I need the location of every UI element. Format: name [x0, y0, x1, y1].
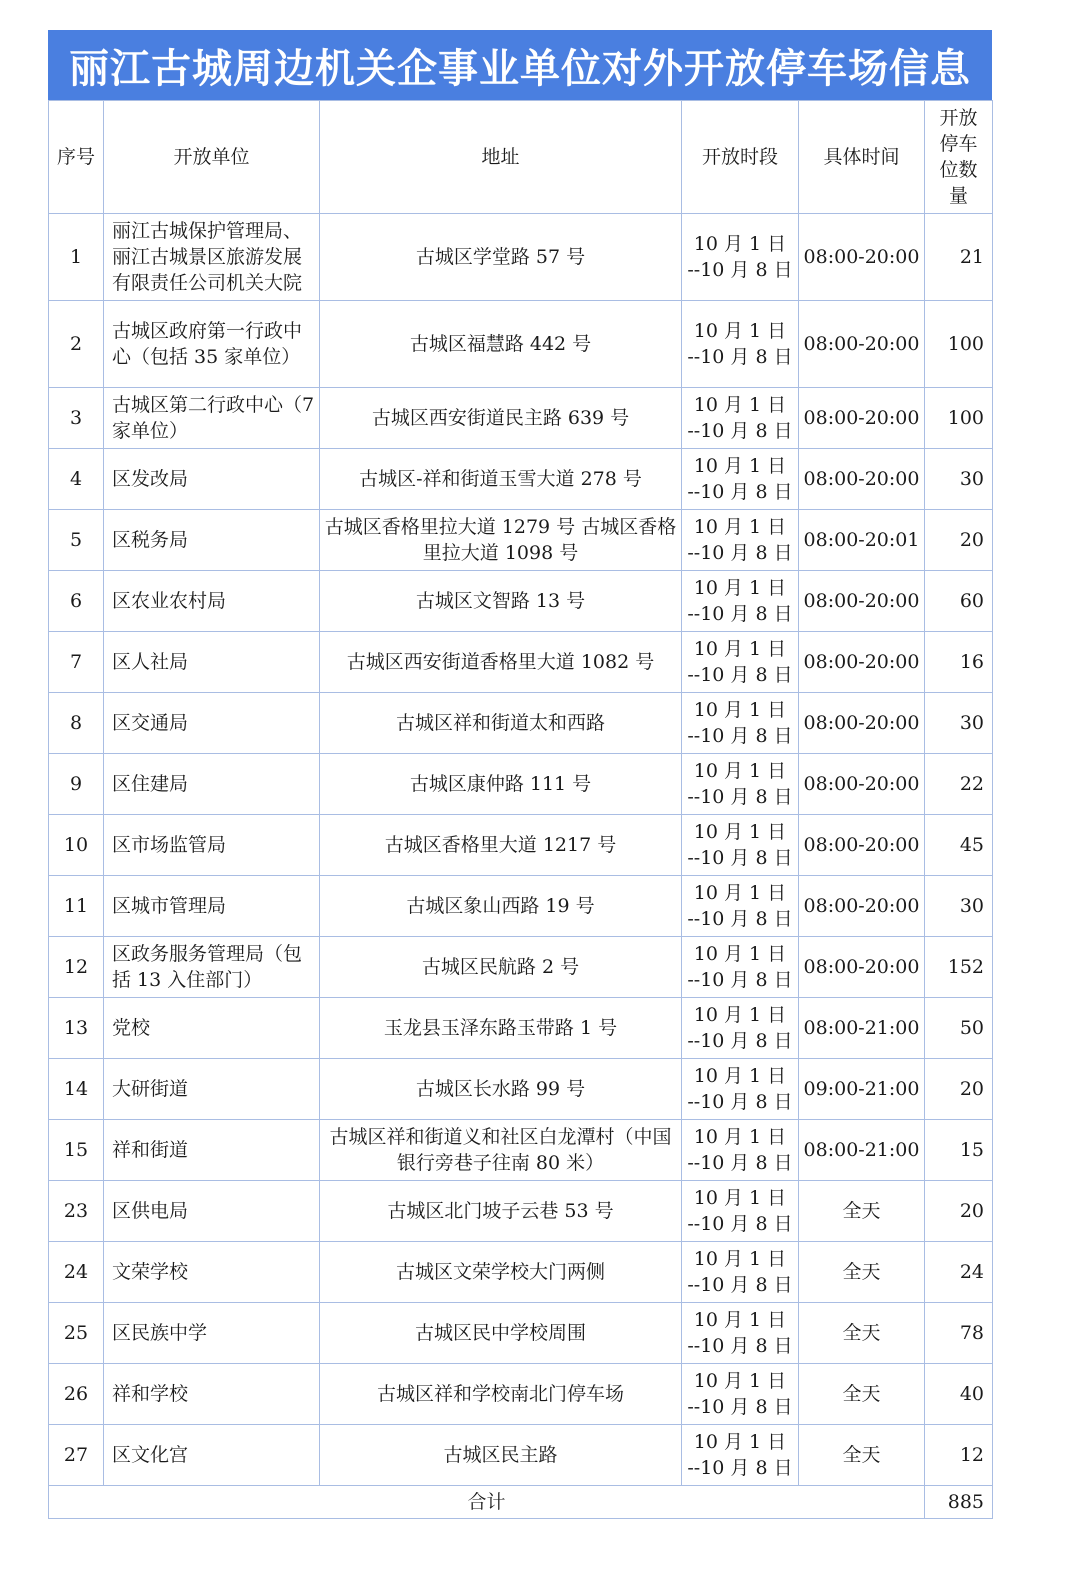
table-row: [49, 1120, 993, 1181]
table-row: [49, 388, 993, 449]
row-address: 古城区香格里大道 1217 号: [320, 815, 682, 876]
row-unit: 古城区第二行政中心（7 家单位）: [104, 388, 320, 449]
row-index: 13: [49, 998, 104, 1059]
row-index: 11: [49, 876, 104, 937]
row-count: 50: [925, 998, 993, 1059]
period-end: --10 月 8 日: [687, 847, 793, 869]
row-index: 4: [49, 449, 104, 510]
row-count: 100: [925, 301, 993, 388]
row-time: 全天: [799, 1364, 925, 1425]
table-row: [49, 754, 993, 815]
total-row: [49, 1486, 993, 1519]
table-row: [49, 1242, 993, 1303]
table-row: [49, 815, 993, 876]
row-index: 3: [49, 388, 104, 449]
row-count: 30: [925, 449, 993, 510]
period-start: 10 月 1 日: [693, 1065, 787, 1087]
period-start: 10 月 1 日: [693, 1370, 787, 1392]
period-end: --10 月 8 日: [687, 1457, 793, 1479]
row-time: 全天: [799, 1181, 925, 1242]
row-unit: 区文化宫: [104, 1425, 320, 1486]
period-end: --10 月 8 日: [687, 603, 793, 625]
row-period: [682, 693, 799, 754]
period-end: --10 月 8 日: [687, 1091, 793, 1113]
row-time: 08:00-20:01: [799, 510, 925, 571]
row-index: 26: [49, 1364, 104, 1425]
page-title: 丽江古城周边机关企事业单位对外开放停车场信息: [48, 30, 992, 100]
row-count: 40: [925, 1364, 993, 1425]
row-period: [682, 510, 799, 571]
row-period: [682, 815, 799, 876]
period-end: --10 月 8 日: [687, 1030, 793, 1052]
row-index: 12: [49, 937, 104, 998]
row-index: 10: [49, 815, 104, 876]
row-address: 玉龙县玉泽东路玉带路 1 号: [320, 998, 682, 1059]
period-start: 10 月 1 日: [693, 638, 787, 660]
row-address: 古城区西安街道香格里大道 1082 号: [320, 632, 682, 693]
row-index: 15: [49, 1120, 104, 1181]
row-address: 古城区长水路 99 号: [320, 1059, 682, 1120]
row-unit: 区住建局: [104, 754, 320, 815]
row-index: 25: [49, 1303, 104, 1364]
row-address: 古城区象山西路 19 号: [320, 876, 682, 937]
row-index: 23: [49, 1181, 104, 1242]
period-end: --10 月 8 日: [687, 420, 793, 442]
header-unit: 开放单位: [104, 101, 320, 214]
row-count: 30: [925, 876, 993, 937]
row-count: 20: [925, 1181, 993, 1242]
row-time: 全天: [799, 1242, 925, 1303]
period-start: 10 月 1 日: [693, 233, 787, 255]
period-start: 10 月 1 日: [693, 1309, 787, 1331]
period-start: 10 月 1 日: [693, 394, 787, 416]
row-period: [682, 937, 799, 998]
period-end: --10 月 8 日: [687, 725, 793, 747]
parking-info-sheet: [48, 30, 992, 1519]
row-unit: 祥和街道: [104, 1120, 320, 1181]
row-time: 08:00-20:00: [799, 937, 925, 998]
row-count: 24: [925, 1242, 993, 1303]
row-unit: 区交通局: [104, 693, 320, 754]
period-end: --10 月 8 日: [687, 1213, 793, 1235]
table-row: [49, 998, 993, 1059]
row-address: 古城区西安街道民主路 639 号: [320, 388, 682, 449]
period-end: --10 月 8 日: [687, 1335, 793, 1357]
period-end: --10 月 8 日: [687, 786, 793, 808]
row-address: 古城区康仲路 111 号: [320, 754, 682, 815]
row-address: 古城区祥和街道太和西路: [320, 693, 682, 754]
table-row: [49, 693, 993, 754]
row-index: 8: [49, 693, 104, 754]
header-address: 地址: [320, 101, 682, 214]
row-count: 30: [925, 693, 993, 754]
row-unit: 区人社局: [104, 632, 320, 693]
table-row: [49, 1059, 993, 1120]
period-start: 10 月 1 日: [693, 1004, 787, 1026]
period-end: --10 月 8 日: [687, 1274, 793, 1296]
row-unit: 文荣学校: [104, 1242, 320, 1303]
row-time: 08:00-20:00: [799, 571, 925, 632]
row-period: [682, 1303, 799, 1364]
row-time: 08:00-20:00: [799, 301, 925, 388]
table-row: [49, 510, 993, 571]
row-period: [682, 754, 799, 815]
period-start: 10 月 1 日: [693, 882, 787, 904]
table-row: [49, 449, 993, 510]
row-time: 08:00-20:00: [799, 632, 925, 693]
row-time: 08:00-21:00: [799, 998, 925, 1059]
total-label: 合计: [49, 1486, 925, 1519]
table-row: [49, 876, 993, 937]
row-index: 2: [49, 301, 104, 388]
table-header-row: [49, 101, 993, 214]
period-start: 10 月 1 日: [693, 943, 787, 965]
row-address: 古城区学堂路 57 号: [320, 214, 682, 301]
table-row: [49, 937, 993, 998]
period-end: --10 月 8 日: [687, 346, 793, 368]
row-period: [682, 388, 799, 449]
row-address: 古城区民航路 2 号: [320, 937, 682, 998]
period-end: --10 月 8 日: [687, 542, 793, 564]
row-time: 全天: [799, 1303, 925, 1364]
table-row: [49, 632, 993, 693]
row-period: [682, 876, 799, 937]
row-count: 20: [925, 1059, 993, 1120]
row-address: 古城区祥和学校南北门停车场: [320, 1364, 682, 1425]
parking-table: [48, 100, 993, 1519]
period-end: --10 月 8 日: [687, 664, 793, 686]
header-index: 序号: [49, 101, 104, 214]
table-row: [49, 1425, 993, 1486]
period-start: 10 月 1 日: [693, 760, 787, 782]
row-address: 古城区文荣学校大门两侧: [320, 1242, 682, 1303]
period-start: 10 月 1 日: [693, 320, 787, 342]
row-index: 5: [49, 510, 104, 571]
period-start: 10 月 1 日: [693, 455, 787, 477]
total-count: 885: [925, 1486, 993, 1519]
table-row: [49, 214, 993, 301]
row-address: 古城区福慧路 442 号: [320, 301, 682, 388]
row-count: 15: [925, 1120, 993, 1181]
row-unit: 区民族中学: [104, 1303, 320, 1364]
row-time: 08:00-20:00: [799, 876, 925, 937]
row-period: [682, 214, 799, 301]
row-time: 全天: [799, 1425, 925, 1486]
row-index: 27: [49, 1425, 104, 1486]
row-address: 古城区文智路 13 号: [320, 571, 682, 632]
row-period: [682, 1059, 799, 1120]
row-count: 100: [925, 388, 993, 449]
row-address: 古城区北门坡子云巷 53 号: [320, 1181, 682, 1242]
row-index: 6: [49, 571, 104, 632]
row-count: 60: [925, 571, 993, 632]
table-row: [49, 1181, 993, 1242]
period-start: 10 月 1 日: [693, 1248, 787, 1270]
row-period: [682, 632, 799, 693]
row-unit: 区农业农村局: [104, 571, 320, 632]
period-end: --10 月 8 日: [687, 969, 793, 991]
row-unit: 古城区政府第一行政中心（包括 35 家单位）: [104, 301, 320, 388]
row-unit: 区税务局: [104, 510, 320, 571]
row-count: 20: [925, 510, 993, 571]
row-unit: 区发改局: [104, 449, 320, 510]
row-period: [682, 571, 799, 632]
row-period: [682, 449, 799, 510]
row-count: 16: [925, 632, 993, 693]
row-period: [682, 301, 799, 388]
row-period: [682, 1364, 799, 1425]
row-time: 08:00-20:00: [799, 815, 925, 876]
row-time: 08:00-20:00: [799, 754, 925, 815]
row-period: [682, 998, 799, 1059]
period-start: 10 月 1 日: [693, 516, 787, 538]
row-address: 古城区香格里拉大道 1279 号 古城区香格里拉大道 1098 号: [320, 510, 682, 571]
header-count: 开放停车位数量: [925, 101, 993, 214]
period-start: 10 月 1 日: [693, 1126, 787, 1148]
period-end: --10 月 8 日: [687, 481, 793, 503]
row-count: 12: [925, 1425, 993, 1486]
period-start: 10 月 1 日: [693, 1187, 787, 1209]
row-unit: 党校: [104, 998, 320, 1059]
row-time: 09:00-21:00: [799, 1059, 925, 1120]
row-address: 古城区祥和街道义和社区白龙潭村（中国银行旁巷子往南 80 米）: [320, 1120, 682, 1181]
row-time: 08:00-21:00: [799, 1120, 925, 1181]
row-unit: 区城市管理局: [104, 876, 320, 937]
row-time: 08:00-20:00: [799, 214, 925, 301]
row-period: [682, 1242, 799, 1303]
row-count: 22: [925, 754, 993, 815]
period-end: --10 月 8 日: [687, 1396, 793, 1418]
row-count: 152: [925, 937, 993, 998]
period-start: 10 月 1 日: [693, 699, 787, 721]
row-unit: 区市场监管局: [104, 815, 320, 876]
table-row: [49, 571, 993, 632]
row-time: 08:00-20:00: [799, 449, 925, 510]
table-row: [49, 1364, 993, 1425]
header-time: 具体时间: [799, 101, 925, 214]
header-period: 开放时段: [682, 101, 799, 214]
row-index: 9: [49, 754, 104, 815]
row-index: 14: [49, 1059, 104, 1120]
period-end: --10 月 8 日: [687, 908, 793, 930]
row-address: 古城区民中学校周围: [320, 1303, 682, 1364]
period-start: 10 月 1 日: [693, 821, 787, 843]
row-unit: 大研街道: [104, 1059, 320, 1120]
row-period: [682, 1425, 799, 1486]
row-index: 24: [49, 1242, 104, 1303]
period-end: --10 月 8 日: [687, 259, 793, 281]
row-count: 78: [925, 1303, 993, 1364]
table-row: [49, 301, 993, 388]
row-count: 21: [925, 214, 993, 301]
period-start: 10 月 1 日: [693, 577, 787, 599]
row-period: [682, 1120, 799, 1181]
row-unit: 区供电局: [104, 1181, 320, 1242]
period-start: 10 月 1 日: [693, 1431, 787, 1453]
table-body: [49, 214, 993, 1486]
row-unit: 祥和学校: [104, 1364, 320, 1425]
table-row: [49, 1303, 993, 1364]
row-index: 1: [49, 214, 104, 301]
row-period: [682, 1181, 799, 1242]
row-address: 古城区-祥和街道玉雪大道 278 号: [320, 449, 682, 510]
row-time: 08:00-20:00: [799, 388, 925, 449]
row-address: 古城区民主路: [320, 1425, 682, 1486]
row-count: 45: [925, 815, 993, 876]
period-end: --10 月 8 日: [687, 1152, 793, 1174]
row-unit: 区政务服务管理局（包括 13 入住部门）: [104, 937, 320, 998]
row-time: 08:00-20:00: [799, 693, 925, 754]
row-unit: 丽江古城保护管理局、丽江古城景区旅游发展有限责任公司机关大院: [104, 214, 320, 301]
row-index: 7: [49, 632, 104, 693]
